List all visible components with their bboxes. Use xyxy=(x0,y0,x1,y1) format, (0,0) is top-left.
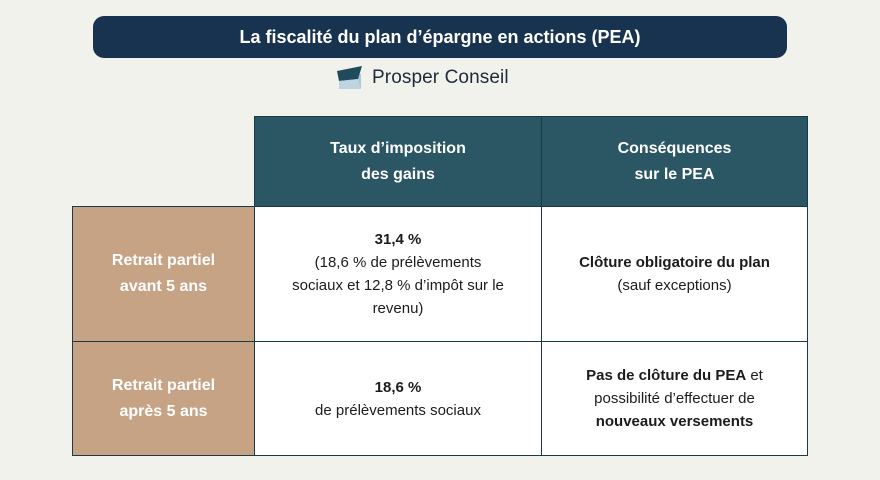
page-title-text: La fiscalité du plan d’épargne en actions (PEA) xyxy=(239,26,641,47)
tax-rate-cell xyxy=(254,341,542,456)
consequence-line xyxy=(586,364,763,387)
consequence-cell xyxy=(541,206,808,342)
row-header-line: après 5 ans xyxy=(119,402,208,420)
consequence-cell xyxy=(541,341,808,456)
tax-rate-value: 31,4 % xyxy=(374,231,422,248)
consequence-note: (sauf exceptions) xyxy=(617,277,732,294)
tax-rate-cell xyxy=(254,206,542,342)
column-header-line: des gains xyxy=(361,165,435,183)
column-header-line: Taux d’imposition xyxy=(330,139,466,157)
tax-rate-detail: de prélèvements sociaux xyxy=(315,401,481,419)
row-header-line: Retrait partiel xyxy=(111,376,216,394)
column-header-line: Conséquences xyxy=(617,139,732,157)
consequence-note: possibilité d’effectuer de xyxy=(594,390,755,407)
tax-rate-detail: (18,6 % de prélèvements xyxy=(314,254,482,271)
tax-table xyxy=(72,116,808,456)
tax-rate-value: 18,6 % xyxy=(374,378,422,396)
consequence-bold: nouveaux versements xyxy=(595,413,754,430)
consequence-bold: Pas de clôture du PEA xyxy=(586,367,747,384)
tax-rate-detail: sociaux et 12,8 % d’impôt sur le xyxy=(292,277,504,294)
row-header-line: avant 5 ans xyxy=(119,278,208,295)
row-header-after-5-years xyxy=(72,341,255,456)
brand-logo xyxy=(336,63,509,93)
tax-rate-detail: revenu) xyxy=(372,300,424,317)
row-header-before-5-years xyxy=(72,206,255,342)
column-header-line: sur le PEA xyxy=(634,165,715,183)
consequence-connector: et xyxy=(746,367,763,384)
brand-name: Prosper Conseil xyxy=(372,67,509,88)
consequence-bold: Clôture obligatoire du plan xyxy=(579,254,770,271)
column-header-consequences xyxy=(541,116,808,207)
row-header-line: Retrait partiel xyxy=(111,252,216,269)
envelope-logo-icon xyxy=(336,65,364,91)
column-header-tax-rate xyxy=(254,116,542,207)
page-title xyxy=(93,16,787,58)
